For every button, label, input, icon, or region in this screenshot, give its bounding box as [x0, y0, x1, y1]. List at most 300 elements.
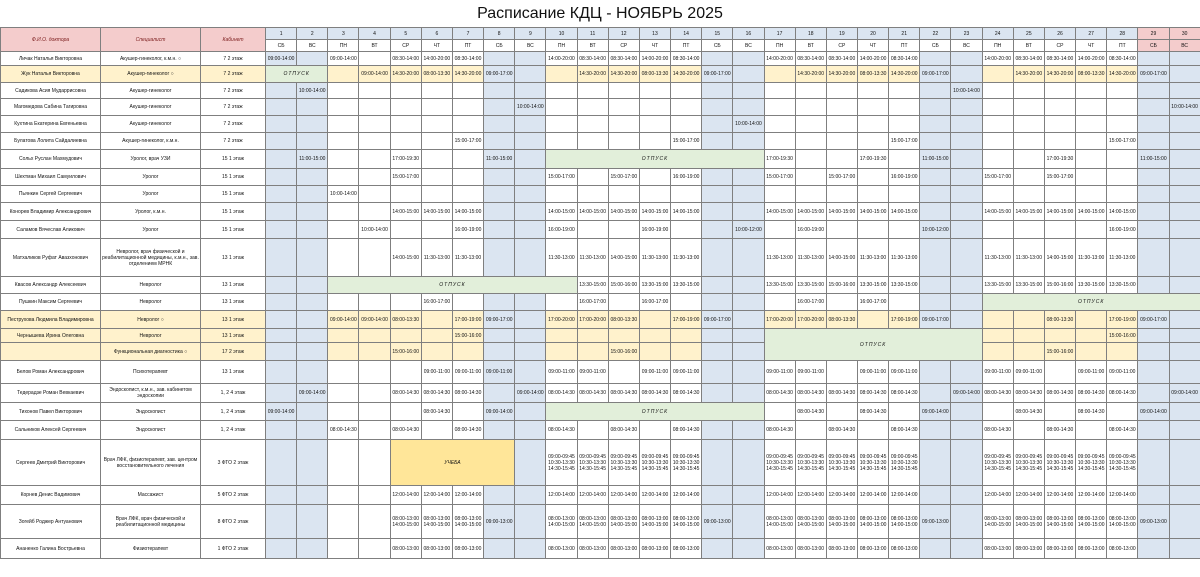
schedule-cell	[702, 539, 733, 559]
schedule-cell	[390, 329, 421, 343]
doctor-name: Пьянкин Сергей Сергеевич	[1, 186, 101, 203]
schedule-cell: 08:00-13:00 14:00-15:00	[826, 505, 857, 539]
schedule-cell	[639, 421, 670, 440]
day-header-7: 7	[452, 28, 483, 40]
schedule-cell	[359, 403, 390, 421]
schedule-cell: 15:00-17:00	[390, 169, 421, 186]
schedule-cell: 08:00-13:00	[577, 539, 608, 559]
schedule-cell	[702, 83, 733, 99]
schedule-cell: 08:30-14:00	[826, 52, 857, 66]
schedule-cell	[328, 505, 359, 539]
schedule-cell	[733, 329, 764, 343]
schedule-cell: 08:00-13:00 14:00-15:00	[857, 505, 888, 539]
schedule-cell	[297, 294, 328, 311]
schedule-cell	[982, 343, 1013, 361]
schedule-cell: 14:30-20:00	[826, 66, 857, 83]
schedule-cell	[671, 83, 702, 99]
schedule-cell	[328, 239, 359, 277]
schedule-cell	[390, 99, 421, 116]
schedule-cell: 13:30-15:00	[639, 277, 670, 294]
schedule-cell: 09:00-17:00	[920, 66, 951, 83]
schedule-cell: 10:00-14:00	[359, 221, 390, 239]
schedule-cell	[484, 384, 515, 403]
day-header-9: 9	[515, 28, 546, 40]
vacation-block: ОТПУСК	[266, 66, 328, 83]
schedule-cell: 14:00-15:00	[671, 203, 702, 221]
schedule-cell	[702, 239, 733, 277]
schedule-cell	[826, 116, 857, 133]
schedule-cell	[982, 186, 1013, 203]
schedule-cell	[328, 384, 359, 403]
schedule-cell	[1169, 329, 1200, 343]
schedule-cell	[608, 133, 639, 150]
schedule-cell	[515, 239, 546, 277]
doctor-row	[1, 83, 1200, 99]
schedule-cell	[266, 440, 297, 486]
schedule-cell	[982, 403, 1013, 421]
schedule-cell	[764, 221, 795, 239]
schedule-cell: 08:00-13:30	[390, 311, 421, 329]
schedule-cell	[515, 133, 546, 150]
doctor-specialty: Эндоскопист	[101, 421, 201, 440]
schedule-cell	[733, 421, 764, 440]
schedule-cell	[1076, 99, 1107, 116]
schedule-cell: 12:00-14:00	[671, 486, 702, 505]
schedule-cell	[266, 361, 297, 384]
schedule-cell	[1013, 343, 1044, 361]
schedule-cell	[297, 329, 328, 343]
day-header-11: 11	[577, 28, 608, 40]
schedule-cell	[515, 361, 546, 384]
schedule-cell: 09:00-11:00	[889, 361, 920, 384]
schedule-cell	[297, 221, 328, 239]
schedule-cell	[359, 116, 390, 133]
schedule-cell	[920, 52, 951, 66]
schedule-cell	[1013, 421, 1044, 440]
page-title: Расписание КДЦ - НОЯБРЬ 2025	[477, 5, 723, 22]
doctor-specialty: Уролог	[101, 221, 201, 239]
schedule-cell	[608, 294, 639, 311]
schedule-cell	[1138, 221, 1169, 239]
schedule-cell: 08:30-14:00	[577, 52, 608, 66]
doctor-row	[1, 116, 1200, 133]
schedule-cell	[857, 421, 888, 440]
doctor-specialty: Врач ЛФК, врач физической и реабилитационной медицины	[101, 505, 201, 539]
schedule-cell	[857, 311, 888, 329]
schedule-cell	[266, 486, 297, 505]
schedule-cell	[1076, 343, 1107, 361]
schedule-cell	[639, 343, 670, 361]
schedule-cell: 09:00-11:00	[577, 361, 608, 384]
day-header-23: 23	[951, 28, 982, 40]
schedule-cell	[390, 221, 421, 239]
schedule-cell	[328, 66, 359, 83]
schedule-cell: 17:00-19:00	[452, 311, 483, 329]
schedule-cell	[1138, 343, 1169, 361]
schedule-cell: 09:00-09:45 10:30-13:30 14:30-15:45	[1076, 440, 1107, 486]
weekday-header-29: СБ	[1138, 40, 1169, 52]
schedule-cell	[297, 169, 328, 186]
schedule-cell	[266, 169, 297, 186]
doctor-specialty: Невролог	[101, 277, 201, 294]
schedule-cell	[639, 83, 670, 99]
schedule-cell	[733, 486, 764, 505]
doctor-row	[1, 505, 1200, 539]
schedule-cell: 13:30-15:00	[1076, 277, 1107, 294]
schedule-cell	[484, 133, 515, 150]
schedule-cell: 08:00-14:30	[795, 403, 826, 421]
weekday-header-27: ЧТ	[1076, 40, 1107, 52]
day-header-8: 8	[484, 28, 515, 40]
doctor-row	[1, 384, 1200, 403]
schedule-cell	[608, 99, 639, 116]
schedule-cell	[328, 361, 359, 384]
doctor-row	[1, 294, 1200, 311]
weekday-header-23: ВС	[951, 40, 982, 52]
schedule-cell: 11:30-13:00	[452, 239, 483, 277]
schedule-cell	[421, 99, 452, 116]
schedule-cell	[951, 294, 982, 311]
doctor-cabinet: 17 2 этаж	[201, 343, 266, 361]
schedule-cell	[484, 116, 515, 133]
schedule-cell	[390, 186, 421, 203]
schedule-cell	[702, 486, 733, 505]
doctor-name: Пеструхова Людмила Владимировна	[1, 311, 101, 329]
doctor-name: Квасов Александр Алексеевич	[1, 277, 101, 294]
schedule-cell: 17:00-19:00	[889, 311, 920, 329]
schedule-cell	[359, 539, 390, 559]
vacation-block: ОТПУСК	[982, 294, 1200, 311]
doctor-row	[1, 203, 1200, 221]
schedule-cell: 15:00-17:00	[452, 133, 483, 150]
schedule-cell	[1169, 186, 1200, 203]
schedule-cell	[1169, 116, 1200, 133]
schedule-cell	[421, 133, 452, 150]
schedule-cell: 17:00-19:00	[671, 311, 702, 329]
schedule-cell	[733, 99, 764, 116]
schedule-cell: 13:30-15:00	[795, 277, 826, 294]
schedule-cell	[733, 52, 764, 66]
schedule-cell: 12:00-14:00	[421, 486, 452, 505]
schedule-cell	[359, 99, 390, 116]
schedule-cell: 11:30-13:00	[639, 239, 670, 277]
schedule-cell: 14:00-15:00	[577, 203, 608, 221]
doctor-cabinet: 13 1 этаж	[201, 277, 266, 294]
header-cabinet: Кабинет	[201, 28, 266, 52]
schedule-cell: 08:00-13:00	[795, 539, 826, 559]
schedule-cell	[546, 116, 577, 133]
schedule-cell: 08:00-14:30	[328, 421, 359, 440]
schedule-cell: 08:00-13:30	[608, 311, 639, 329]
schedule-cell: 08:00-13:30	[857, 66, 888, 83]
doctor-cabinet: 13 1 этаж	[201, 361, 266, 384]
weekday-header-5: СР	[390, 40, 421, 52]
schedule-cell: 08:00-13:00 14:00-15:00	[764, 505, 795, 539]
schedule-cell: 15:00-16:00	[608, 277, 639, 294]
schedule-cell	[1076, 116, 1107, 133]
schedule-cell: 15:00-16:00	[390, 343, 421, 361]
schedule-cell: 16:00-17:00	[795, 294, 826, 311]
schedule-cell: 11:00-15:00	[920, 150, 951, 169]
doctor-cabinet: 7 2 этаж	[201, 99, 266, 116]
schedule-cell: 08:00-14:30	[764, 384, 795, 403]
schedule-cell: 14:30-20:00	[795, 66, 826, 83]
doctor-specialty: Физиотерапевт	[101, 539, 201, 559]
schedule-cell: 17:00-20:00	[577, 311, 608, 329]
schedule-cell: 15:00-17:00	[546, 169, 577, 186]
schedule-cell	[1138, 99, 1169, 116]
schedule-header	[1, 28, 1200, 52]
schedule-cell: 16:00-19:00	[671, 169, 702, 186]
schedule-cell	[546, 343, 577, 361]
schedule-cell	[515, 311, 546, 329]
doctor-specialty: Невролог, врач физической и реабилитационной медицины, к.м.н., зав. отделением МРНК	[101, 239, 201, 277]
doctor-specialty: Психотерапевт	[101, 361, 201, 384]
doctor-specialty: Акушер-гинеколог, к.м.н. ○	[101, 52, 201, 66]
schedule-cell	[857, 83, 888, 99]
schedule-cell: 09:00-09:45 10:30-13:30 14:30-15:45	[857, 440, 888, 486]
schedule-cell	[702, 186, 733, 203]
schedule-cell: 14:00-15:00	[608, 239, 639, 277]
schedule-cell	[702, 343, 733, 361]
schedule-cell	[1076, 311, 1107, 329]
schedule-cell: 09:00-09:45 10:30-13:30 14:30-15:45	[982, 440, 1013, 486]
schedule-cell: 08:00-13:00	[1076, 539, 1107, 559]
schedule-cell	[1169, 440, 1200, 486]
day-header-30: 30	[1169, 28, 1200, 40]
schedule-cell: 08:00-13:00 14:00-15:00	[982, 505, 1013, 539]
schedule-cell: 08:00-14:30	[857, 384, 888, 403]
schedule-cell	[328, 539, 359, 559]
schedule-cell: 15:00-17:00	[764, 169, 795, 186]
schedule-cell	[951, 150, 982, 169]
doctor-row	[1, 486, 1200, 505]
schedule-cell	[359, 294, 390, 311]
schedule-cell	[359, 239, 390, 277]
schedule-cell	[328, 116, 359, 133]
schedule-cell: 12:00-14:00	[1044, 486, 1075, 505]
schedule-cell: 11:30-13:00	[889, 239, 920, 277]
schedule-cell	[359, 150, 390, 169]
doctor-cabinet: 1, 2 4 этаж	[201, 384, 266, 403]
schedule-cell	[920, 169, 951, 186]
schedule-cell	[826, 186, 857, 203]
schedule-cell: 17:00-19:00	[1107, 311, 1138, 329]
schedule-cell	[1044, 133, 1075, 150]
weekday-header-3: ПН	[328, 40, 359, 52]
schedule-cell	[297, 186, 328, 203]
schedule-cell: 17:00-19:30	[857, 150, 888, 169]
schedule-cell: 08:00-13:00	[1107, 539, 1138, 559]
schedule-cell	[920, 203, 951, 221]
schedule-cell	[951, 116, 982, 133]
doctor-cabinet: 1, 2 4 этаж	[201, 421, 266, 440]
schedule-cell	[577, 83, 608, 99]
schedule-cell	[826, 361, 857, 384]
schedule-cell: 08:00-14:30	[982, 421, 1013, 440]
schedule-cell	[733, 343, 764, 361]
schedule-cell	[1169, 486, 1200, 505]
schedule-cell: 08:00-13:30	[639, 66, 670, 83]
schedule-cell: 14:00-15:00	[857, 203, 888, 221]
doctor-specialty: Уролог, врач УЗИ	[101, 150, 201, 169]
schedule-cell	[982, 133, 1013, 150]
schedule-cell	[484, 486, 515, 505]
schedule-cell: 14:00-15:00	[1107, 203, 1138, 221]
schedule-table	[0, 27, 1200, 559]
weekday-header-10: ПН	[546, 40, 577, 52]
schedule-cell: 08:00-13:00	[826, 539, 857, 559]
schedule-cell	[1169, 133, 1200, 150]
doctor-specialty: Функциональная диагностика ○	[101, 343, 201, 361]
schedule-cell	[1013, 329, 1044, 343]
schedule-cell: 08:00-13:00 14:00-15:00	[1107, 505, 1138, 539]
schedule-cell: 08:00-14:30	[764, 421, 795, 440]
doctor-name: Сольх Руслан Махмудович	[1, 150, 101, 169]
schedule-cell: 09:00-14:00	[328, 52, 359, 66]
schedule-cell	[1138, 133, 1169, 150]
schedule-cell	[1138, 239, 1169, 277]
schedule-cell	[421, 83, 452, 99]
schedule-cell	[359, 186, 390, 203]
schedule-cell	[671, 294, 702, 311]
schedule-cell	[266, 83, 297, 99]
schedule-cell: 14:00-15:00	[826, 239, 857, 277]
schedule-cell: 08:00-13:00 14:00-15:00	[390, 505, 421, 539]
schedule-cell	[577, 343, 608, 361]
schedule-cell: 14:00-15:00	[1044, 203, 1075, 221]
schedule-cell: 09:00-09:45 10:30-13:30 14:30-15:45	[546, 440, 577, 486]
schedule-cell	[359, 133, 390, 150]
doctor-specialty: Эндоскопист, к.м.н., зав. кабинетом эндоскопии	[101, 384, 201, 403]
doctor-name: Садикова Асия Мударрисовна	[1, 83, 101, 99]
schedule-cell	[702, 169, 733, 186]
schedule-cell	[1013, 311, 1044, 329]
schedule-cell: 08:00-14:30	[421, 384, 452, 403]
schedule-cell: 17:00-20:00	[546, 311, 577, 329]
schedule-cell: 08:00-13:00	[452, 539, 483, 559]
doctor-name: Личак Наталья Викторовна	[1, 52, 101, 66]
schedule-cell: 14:00-15:00	[639, 203, 670, 221]
schedule-cell	[515, 440, 546, 486]
schedule-cell: 16:00-17:00	[639, 294, 670, 311]
schedule-cell	[795, 133, 826, 150]
schedule-cell	[266, 221, 297, 239]
schedule-cell	[266, 505, 297, 539]
weekday-header-19: СР	[826, 40, 857, 52]
schedule-cell: 10:00-14:00	[733, 116, 764, 133]
doctor-cabinet: 7 2 этаж	[201, 52, 266, 66]
doctor-cabinet: 1, 2 4 этаж	[201, 403, 266, 421]
schedule-cell	[702, 133, 733, 150]
schedule-cell: 16:00-19:00	[1107, 221, 1138, 239]
schedule-cell: 08:00-14:30	[390, 421, 421, 440]
schedule-cell	[889, 150, 920, 169]
schedule-cell: 13:30-15:00	[982, 277, 1013, 294]
schedule-cell	[1169, 539, 1200, 559]
schedule-cell: 13:30-15:00	[764, 277, 795, 294]
schedule-cell	[328, 150, 359, 169]
schedule-cell	[421, 169, 452, 186]
schedule-cell	[297, 277, 328, 294]
schedule-cell	[920, 440, 951, 486]
doctor-cabinet: 15 1 этаж	[201, 150, 266, 169]
weekday-header-7: ПТ	[452, 40, 483, 52]
doctor-name: Булатова Лолита Сайдалиевна	[1, 133, 101, 150]
doctor-name: Белов Роман Александрович	[1, 361, 101, 384]
schedule-cell: 08:00-13:00 14:00-15:00	[452, 505, 483, 539]
schedule-cell	[266, 239, 297, 277]
schedule-cell	[764, 116, 795, 133]
schedule-cell	[484, 203, 515, 221]
schedule-cell: 08:00-13:00	[1013, 539, 1044, 559]
schedule-cell	[1013, 99, 1044, 116]
schedule-cell	[515, 421, 546, 440]
schedule-cell	[515, 329, 546, 343]
schedule-cell	[951, 539, 982, 559]
schedule-cell: 12:00-14:00	[1107, 486, 1138, 505]
schedule-cell	[608, 186, 639, 203]
schedule-cell	[1044, 403, 1075, 421]
schedule-cell	[297, 99, 328, 116]
schedule-cell	[577, 116, 608, 133]
schedule-cell: 08:00-13:00	[857, 539, 888, 559]
doctor-specialty: Уролог	[101, 169, 201, 186]
schedule-cell	[608, 221, 639, 239]
vacation-block: ОТПУСК	[546, 403, 764, 421]
schedule-cell: 09:00-14:00	[951, 384, 982, 403]
doctor-name: Пушкин Максим Сергеевич	[1, 294, 101, 311]
doctor-row	[1, 277, 1200, 294]
schedule-cell: 09:00-14:00	[1169, 384, 1200, 403]
schedule-cell: 08:00-13:00	[1044, 539, 1075, 559]
schedule-cell	[515, 83, 546, 99]
schedule-cell: 08:00-13:00 14:00-15:00	[889, 505, 920, 539]
schedule-cell	[390, 361, 421, 384]
schedule-cell	[982, 99, 1013, 116]
schedule-cell	[1076, 421, 1107, 440]
schedule-cell	[452, 169, 483, 186]
schedule-cell	[920, 421, 951, 440]
schedule-cell	[1044, 116, 1075, 133]
schedule-cell	[546, 294, 577, 311]
doctor-row	[1, 99, 1200, 116]
schedule-cell	[608, 361, 639, 384]
schedule-cell	[577, 133, 608, 150]
schedule-cell: 09:00-09:45 10:30-13:30 14:30-15:45	[577, 440, 608, 486]
schedule-cell: 08:00-14:30	[857, 403, 888, 421]
schedule-cell	[577, 186, 608, 203]
day-header-13: 13	[639, 28, 670, 40]
schedule-cell	[826, 133, 857, 150]
schedule-cell	[733, 169, 764, 186]
schedule-cell: 11:30-13:00	[671, 239, 702, 277]
schedule-cell	[671, 186, 702, 203]
day-header-5: 5	[390, 28, 421, 40]
doctor-specialty: Невролог ○	[101, 311, 201, 329]
schedule-cell: 17:00-20:00	[795, 311, 826, 329]
schedule-cell: 17:00-19:30	[390, 150, 421, 169]
schedule-cell: 09:00-09:45 10:30-13:30 14:30-15:45	[1013, 440, 1044, 486]
schedule-cell: 14:00-20:00	[639, 52, 670, 66]
schedule-cell: 16:00-19:00	[889, 169, 920, 186]
schedule-cell: 08:00-14:30	[1107, 421, 1138, 440]
schedule-cell	[1169, 169, 1200, 186]
schedule-cell	[359, 505, 390, 539]
day-header-25: 25	[1013, 28, 1044, 40]
schedule-cell: 12:00-14:00	[826, 486, 857, 505]
weekday-header-16: ВС	[733, 40, 764, 52]
